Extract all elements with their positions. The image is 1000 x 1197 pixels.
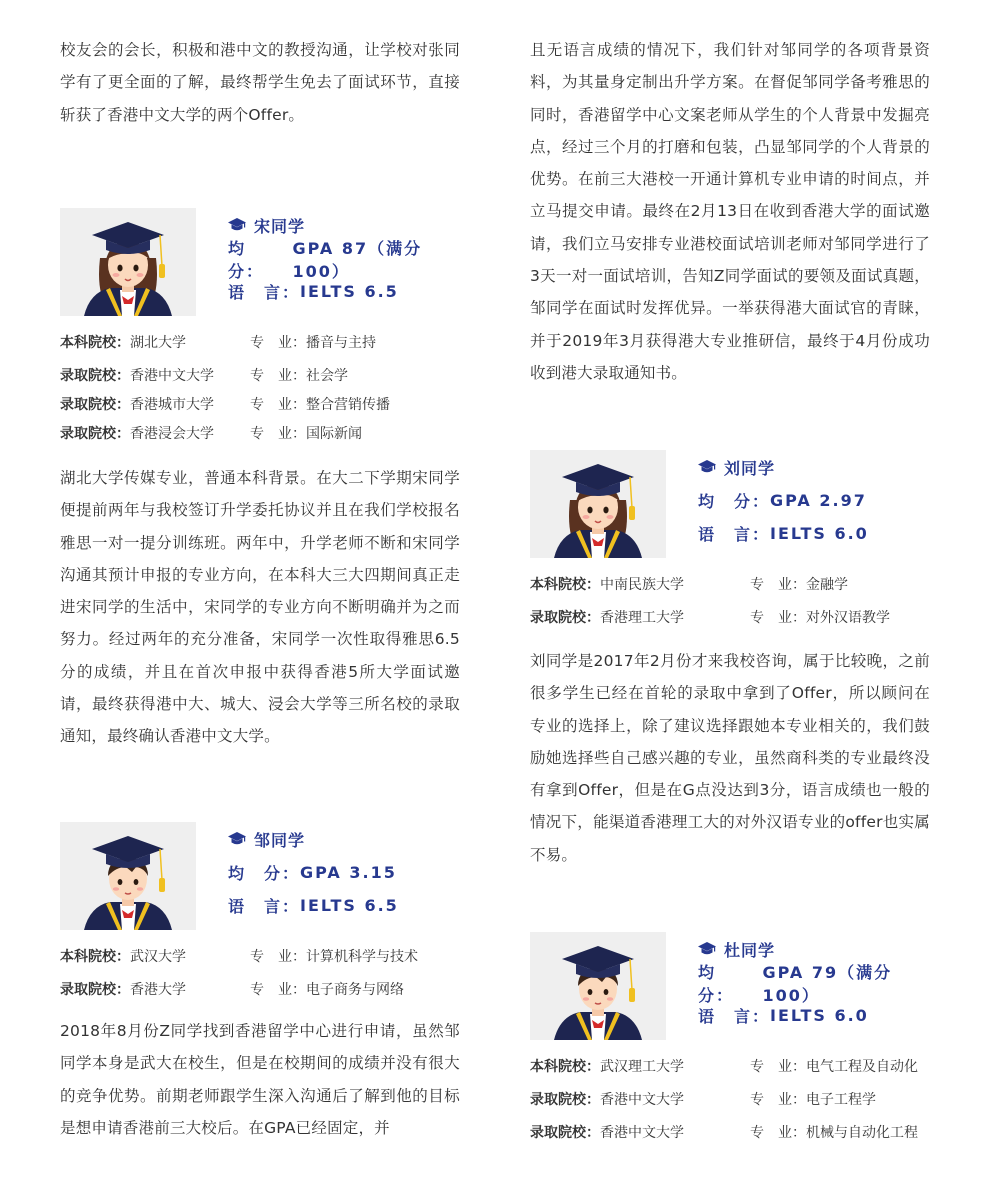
- student-name: 刘同学: [724, 458, 776, 478]
- avatar: [530, 932, 666, 1040]
- school-row: 录取院校：香港浸会大学 专 业：国际新闻: [60, 425, 362, 442]
- gpa-value: GPA 2.97: [770, 491, 867, 510]
- school-list: [60, 940, 480, 1004]
- language-label: 语 言：: [698, 525, 771, 544]
- language-value: IELTS 6.0: [770, 1006, 869, 1025]
- school-list: [530, 568, 950, 632]
- avatar: [530, 450, 666, 558]
- school-list: [60, 326, 480, 448]
- language-label: 语 言：: [698, 1007, 771, 1026]
- school-row: 录取院校：香港理工大学 专 业：对外汉语教学: [530, 609, 890, 626]
- gpa-value: GPA 79（满分100）: [762, 962, 893, 1005]
- school-row: 本科院校：中南民族大学 专 业：金融学: [530, 576, 848, 593]
- gpa-label: 均 分：: [228, 864, 301, 883]
- gpa-row: [228, 238, 460, 281]
- gpa-row: [698, 962, 930, 1005]
- profile-info: [698, 450, 869, 550]
- student-name: 宋同学: [254, 216, 306, 236]
- language-row: [228, 889, 399, 922]
- school-row: 本科院校：武汉大学 专 业：计算机科学与技术: [60, 948, 418, 965]
- story-paragraph: 2018年8月份Z同学找到香港留学中心进行申请，虽然邹同学本身是武大在校生，但是在校期间的成绩并没有很大的竞争优势。前期老师跟学生深入沟通后了解到他的目标是想申请香港前三大校后。在GPA已经固定，并: [60, 1022, 460, 1137]
- gpa-value: GPA 3.15: [300, 863, 397, 882]
- language-label: 语 言：: [228, 283, 301, 302]
- graduation-cap-icon: [228, 218, 246, 232]
- avatar: [60, 822, 196, 930]
- gpa-row: [228, 856, 399, 889]
- student-name-row: [698, 450, 869, 484]
- intro-paragraph: 且无语言成绩的情况下，我们针对邹同学的各项背景资料，为其量身定制出升学方案。在督促邹同学备考雅思的同时，香港留学中心文案老师从学生的个人背景中发掘亮点，经过三个月的打磨和包装，凸显邹同学的个人背景的优势。在前三大港校一开通计算机专业申请的时间点，并立马提交申请。最终在2月13日在收到香港大学的面试邀请，我们立马安排专业港校面试培训老师对邹同学进行了3天一对一面试培训，告知Z同学面试的要领及面试真题，邹同学在面试时发挥优异。一举获得港大面试官的青睐，并于2019年3月获得港大专业推研信，最终于4月份成功收到港大录取通知书。: [530, 41, 930, 382]
- gpa-label: 均 分：: [698, 962, 735, 1005]
- gpa-label: 均 分：: [228, 238, 265, 281]
- story-paragraph: 刘同学是2017年2月份才来我校咨询，属于比较晚，之前很多学生已经在首轮的录取中拿到了Offer，所以顾问在专业的选择上，除了建议选择跟她本专业相关的，我们鼓励她选择些自己感兴趣的专业，虽然商科类的专业最终没有拿到Offer，但是在G点没达到3分，语言成绩也一般的情况下，能渠道香港理工大的对外汉语专业的offer也实属不易。: [530, 652, 930, 864]
- school-row: 录取院校：香港中文大学 专 业：机械与自动化工程: [530, 1124, 918, 1141]
- profile-info: [698, 932, 930, 1032]
- profile-info: [228, 208, 460, 308]
- story-paragraph: 湖北大学传媒专业，普通本科背景。在大二下学期宋同学便提前两年与我校签订升学委托协议并且在我们学校报名雅思一对一提分训练班。两年中，升学老师不断和宋同学沟通其预计申报的专业方向，在本科大三大四期间真正走进宋同学的生活中，宋同学的专业方向不断明确并为之而努力。经过两年的充分准备，宋同学一次性取得雅思6.5分的成绩，并且在首次申报中获得香港5所大学面试邀请，最终获得港中大、城大、浸会大学等三所名校的录取通知，最终确认香港中文大学。: [60, 469, 460, 746]
- language-row: [698, 517, 869, 550]
- avatar: [60, 208, 196, 316]
- student-name-row: [228, 822, 399, 856]
- school-row: 录取院校：香港中文大学 专 业：社会学: [60, 367, 348, 384]
- school-row: 录取院校：香港中文大学 专 业：电子工程学: [530, 1091, 876, 1108]
- school-row: 本科院校：湖北大学 专 业：播音与主持: [60, 334, 376, 351]
- school-row: 录取院校：香港城市大学 专 业：整合营销传播: [60, 396, 390, 413]
- language-label: 语 言：: [228, 897, 301, 916]
- language-value: IELTS 6.5: [300, 896, 399, 915]
- profile-info: [228, 822, 399, 922]
- gpa-row: [698, 484, 869, 517]
- graduation-cap-icon: [228, 832, 246, 846]
- intro-paragraph: 校友会的会长，积极和港中文的教授沟通，让学校对张同学有了更全面的了解，最终帮学生免去了面试环节，直接斩获了香港中文大学的两个Offer。: [60, 41, 460, 124]
- student-name: 杜同学: [724, 940, 776, 960]
- gpa-label: 均 分：: [698, 492, 771, 511]
- graduation-cap-icon: [698, 460, 716, 474]
- language-value: IELTS 6.5: [300, 282, 399, 301]
- school-row: 录取院校：香港大学 专 业：电子商务与网络: [60, 981, 404, 998]
- school-row: 本科院校：武汉理工大学 专 业：电气工程及自动化: [530, 1058, 918, 1075]
- graduation-cap-icon: [698, 942, 716, 956]
- gpa-value: GPA 87（满分100）: [292, 238, 423, 281]
- school-list: [530, 1050, 950, 1147]
- student-name: 邹同学: [254, 830, 306, 850]
- language-value: IELTS 6.0: [770, 524, 869, 543]
